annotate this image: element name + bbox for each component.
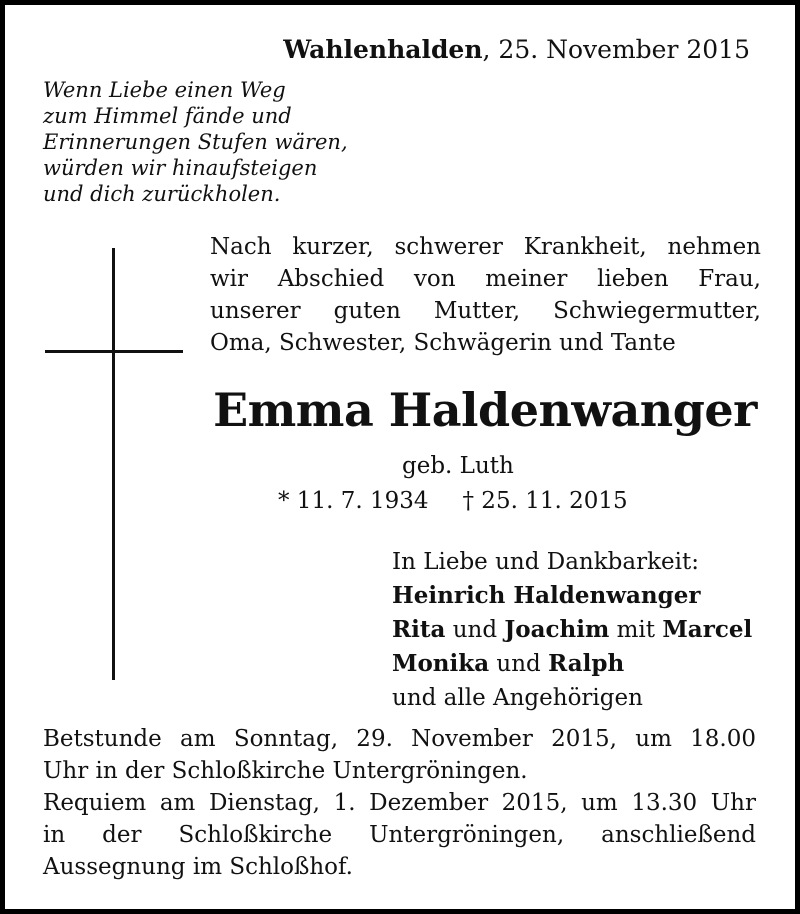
conjunction: mit [609,617,663,643]
poem-line: und dich zurückholen. [43,182,281,206]
poem-line: zum Himmel fände und [43,104,292,128]
mourner-line [392,579,752,613]
cross-vertical-bar [112,248,115,680]
service-line: Betstunde am Sonntag, 29. November 2015, um 18.00 [43,726,756,752]
birth-date: * 11. 7. 1934 [278,488,429,514]
conjunction: und [445,617,505,643]
life-dates [278,488,628,514]
notice-date: 25. November 2015 [498,35,750,64]
cross-horizontal-bar [45,350,183,353]
mourner-name: Marcel [662,616,753,643]
mourner-name: Monika [392,650,490,677]
mourner-name: Joachim [504,616,610,643]
mourner-name: Heinrich Haldenwanger [392,582,701,609]
poem [43,77,348,207]
service-line: Aussegnung im Schloßhof. [43,854,353,880]
poem-line: würden wir hinaufsteigen [43,156,318,180]
mourner-line [392,613,752,647]
service-line: Uhr in der Schloßkirche Untergröningen. [43,758,528,784]
maiden-name: geb. Luth [402,453,514,479]
announcement-text [210,231,761,359]
poem-line: Erinnerungen Stufen wären, [43,130,348,154]
announcement-line: wir Abschied von meiner lieben Frau, [210,266,761,292]
mourner-name: Rita [392,616,446,643]
mourners-block [392,545,752,715]
announcement-line: Nach kurzer, schwerer Krankheit, nehmen [210,234,761,260]
deceased-name: Emma Haldenwanger [213,383,757,437]
conjunction: und [489,651,549,677]
service-line: Requiem am Dienstag, 1. Dezember 2015, um 13.30 Uhr [43,790,756,816]
place-name: Wahlenhalden [283,35,483,64]
service-line: in der Schloßkirche Untergröningen, anschließend [43,822,756,848]
announcement-line: unserer guten Mutter, Schwiegermutter, [210,298,761,324]
mourner-name: Ralph [548,650,625,677]
service-details [43,723,756,883]
mourner-line [392,647,752,681]
mourners-intro: In Liebe und Dankbarkeit: [392,549,699,575]
place-date-line: Wahlenhalden, 25. November 2015 [283,35,750,64]
death-date: † 25. 11. 2015 [462,488,628,514]
mourners-closing: und alle Angehörigen [392,685,643,711]
announcement-line: Oma, Schwester, Schwägerin und Tante [210,330,676,356]
poem-line: Wenn Liebe einen Weg [43,78,286,102]
